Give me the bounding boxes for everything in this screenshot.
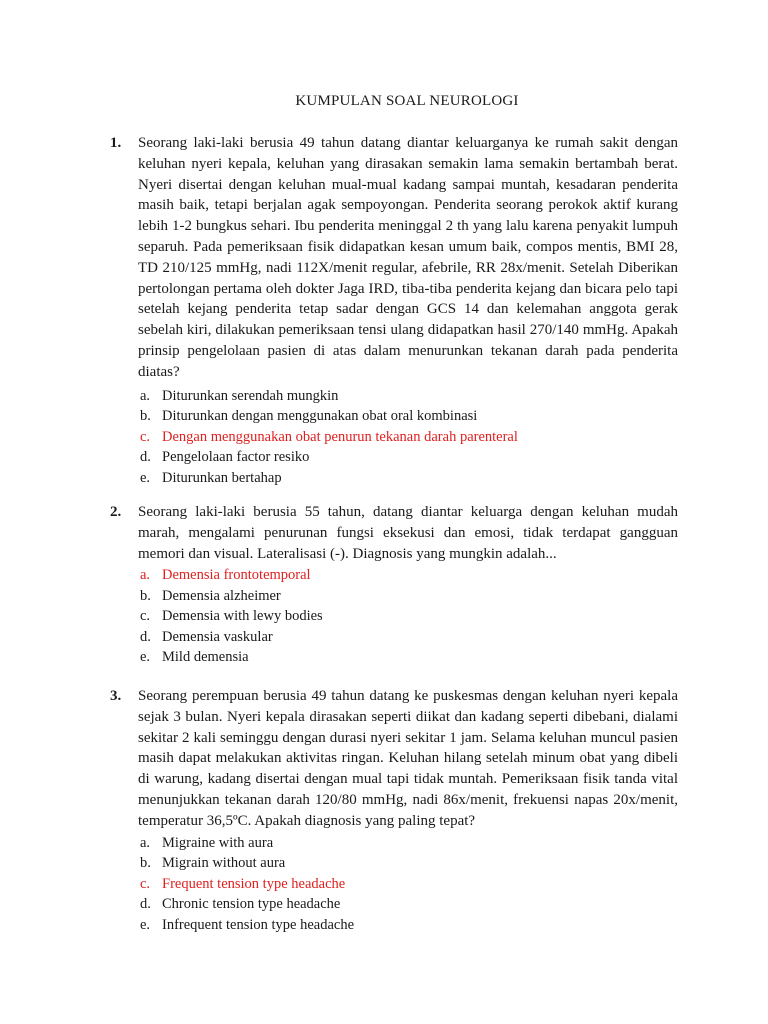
answer-option-d	[138, 447, 678, 468]
option-text: Diturunkan bertahap	[162, 469, 282, 486]
option-text: Diturunkan dengan menggunakan obat oral kombinasi	[162, 408, 478, 425]
answer-option-a	[138, 833, 678, 854]
page-title: KUMPULAN SOAL NEUROLOGI	[295, 93, 519, 109]
option-letter: c.	[140, 608, 151, 625]
option-letter: c.	[140, 875, 151, 892]
option-text: Demensia with lewy bodies	[162, 608, 323, 625]
question-text: Seorang laki-laki berusia 49 tahun datang diantar keluarganya ke rumah sakit dengan keluhan nyeri kepala, keluhan yang dirasakan semakin lama semakin bertambah berat. Nyeri disertai dengan keluhan mual-mual kadang sampai muntah, kesadaran penderita masih baik, tetapi berjalan agak sempoyongan. Penderita seorang perokok aktif kurang lebih 1-2 bungkus sehari. Ibu penderita meninggal 2 th yang lalu karena penyakit lumpuh separuh. Pada pemeriksaan fisik didapatkan kesan umum baik, compos mentis, BMI 28, TD 210/125 mmHg, nadi 112X/menit regular, afebrile, RR 28x/menit. Setelah Diberikan pertolongan pertama oleh dokter Jaga IRD, tiba-tiba penderita kejang dan bicara pelo tapi setelah kejang penderita tetap sadar dengan GCS 14 dan kelemahan anggota gerak sebelah kiri, dilakukan pemeriksaan tensi ulang didapatkan hasil 270/140 mmHg. Apakah prinsip pengelolaan pasien di atas dalam menurunkan tekanan darah pada penderita diatas?	[138, 135, 678, 380]
answer-option-b	[138, 406, 678, 427]
option-letter: b.	[140, 855, 151, 872]
question-3	[110, 686, 678, 935]
option-letter: e.	[140, 649, 151, 666]
question-2	[110, 502, 678, 668]
option-letter: d.	[140, 896, 151, 913]
option-text: Infrequent tension type headache	[162, 916, 355, 933]
answer-options	[138, 833, 678, 936]
question-text: Seorang perempuan berusia 49 tahun datang ke puskesmas dengan keluhan nyeri kepala sejak 3 bulan. Nyeri kepala dirasakan seperti diikat dan kadang seperti dibebani, dialami sekitar 2 kali seminggu dengan durasi nyeri sekitar 1 jam. Selama keluhan muncul pasien masih dapat melakukan aktivitas ringan. Keluhan hilang setelah minum obat yang dibeli di warung, kadang disertai dengan mual tapi tidak muntah. Pemeriksaan fisik tanda vital menunjukkan tekanan darah 120/80 mmHg, nadi 86x/menit, frekuensi napas 20x/menit, temperatur 36,5ºC. Apakah diagnosis yang paling tepat?	[138, 688, 678, 829]
option-text: Demensia vaskular	[162, 628, 273, 645]
option-text: Pengelolaan factor resiko	[162, 449, 310, 466]
option-letter: b.	[140, 587, 151, 604]
option-text: Dengan menggunakan obat penurun tekanan darah parenteral	[162, 428, 518, 445]
question-number: 3.	[110, 688, 122, 704]
option-text: Demensia alzheimer	[162, 587, 281, 604]
answer-option-b	[138, 586, 678, 607]
question-text: Seorang laki-laki berusia 55 tahun, datang diantar keluarga dengan keluhan mudah marah, mengalami penurunan fungsi eksekusi dan emosi, tidak terdapat gangguan memori dan visual. Lateralisasi (-). Diagnosis yang mungkin adalah...	[138, 504, 678, 562]
option-text: Chronic tension type headache	[162, 896, 341, 913]
answer-option-c	[138, 606, 678, 627]
option-letter: a.	[140, 834, 151, 851]
option-text: Migrain without aura	[162, 855, 286, 872]
answer-option-e	[138, 915, 678, 936]
option-letter: e.	[140, 469, 151, 486]
option-letter: d.	[140, 449, 151, 466]
question-number: 2.	[110, 504, 122, 520]
answer-option-c-correct	[138, 874, 678, 895]
option-letter: a.	[140, 387, 151, 404]
option-letter: e.	[140, 916, 151, 933]
answer-option-a	[138, 386, 678, 407]
answer-options	[138, 386, 678, 489]
option-letter: a.	[140, 567, 151, 584]
option-text: Frequent tension type headache	[162, 875, 346, 892]
option-text: Demensia frontotemporal	[162, 567, 311, 584]
option-text: Diturunkan serendah mungkin	[162, 387, 339, 404]
answer-option-d	[138, 627, 678, 648]
answer-option-e	[138, 468, 678, 489]
question-1	[110, 133, 678, 488]
answer-option-b	[138, 853, 678, 874]
option-text: Migraine with aura	[162, 834, 274, 851]
answer-option-c-correct	[138, 427, 678, 448]
option-letter: d.	[140, 628, 151, 645]
option-letter: c.	[140, 428, 151, 445]
answer-options	[138, 565, 678, 668]
option-text: Mild demensia	[162, 649, 249, 666]
answer-option-d	[138, 894, 678, 915]
option-letter: b.	[140, 408, 151, 425]
answer-option-a-correct	[138, 565, 678, 586]
answer-option-e	[138, 647, 678, 668]
question-number: 1.	[110, 135, 122, 151]
